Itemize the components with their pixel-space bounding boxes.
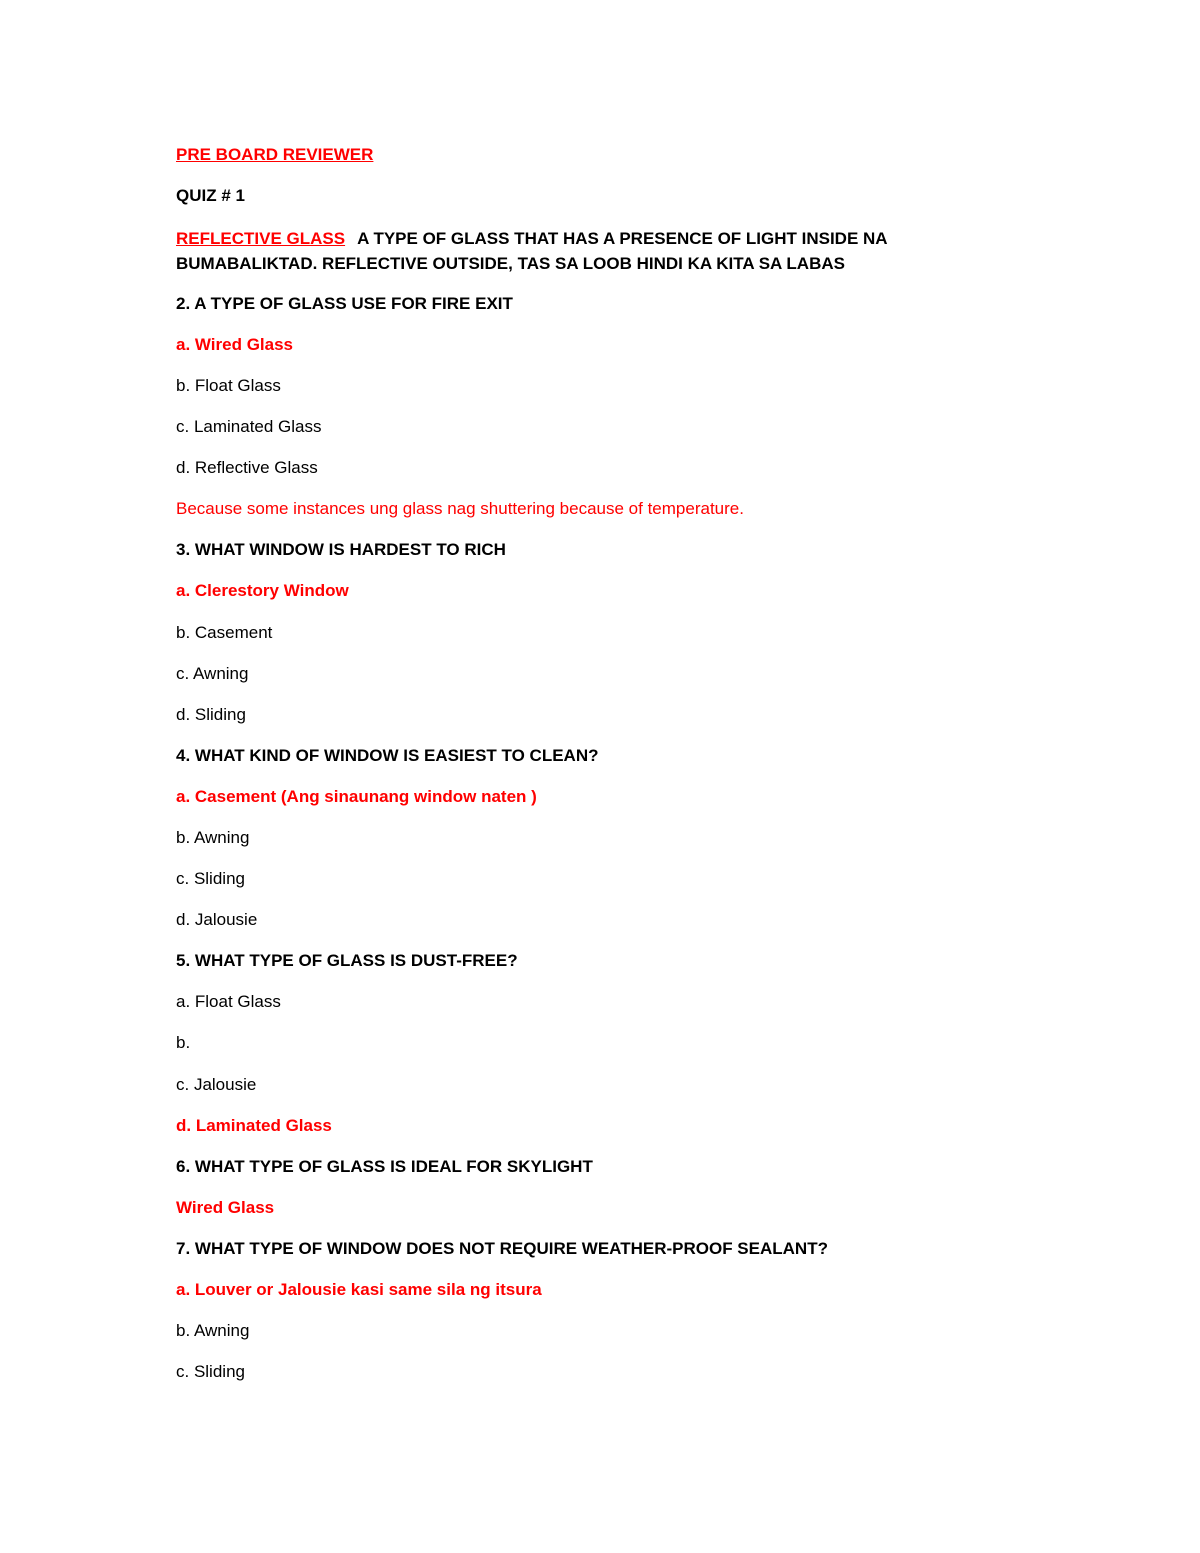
document-title: PRE BOARD REVIEWER xyxy=(176,145,374,164)
quiz-label: QUIZ # 1 xyxy=(176,186,245,205)
q2-option-c: c. Laminated Glass xyxy=(176,417,322,436)
question-4: 4. WHAT KIND OF WINDOW IS EASIEST TO CLEAN? xyxy=(176,746,599,765)
q4-option-b: b. Awning xyxy=(176,828,250,847)
question-7: 7. WHAT TYPE OF WINDOW DOES NOT REQUIRE WEATHER-PROOF SEALANT? xyxy=(176,1239,828,1258)
q7-option-a: a. Louver or Jalousie kasi same sila ng itsura xyxy=(176,1280,542,1299)
q5-option-b: b. xyxy=(176,1033,191,1052)
q7-option-c: c. Sliding xyxy=(176,1362,245,1381)
q3-option-c: c. Awning xyxy=(176,664,249,683)
question-3: 3. WHAT WINDOW IS HARDEST TO RICH xyxy=(176,540,506,559)
question-1 xyxy=(176,226,936,276)
q4-option-d: d. Jalousie xyxy=(176,910,258,929)
q3-option-b: b. Casement xyxy=(176,623,273,642)
q2-note: Because some instances ung glass nag shuttering because of temperature. xyxy=(176,499,744,518)
q4-option-c: c. Sliding xyxy=(176,869,245,888)
question-6: 6. WHAT TYPE OF GLASS IS IDEAL FOR SKYLIGHT xyxy=(176,1157,593,1176)
q7-option-b: b. Awning xyxy=(176,1321,250,1340)
question-2: 2. A TYPE OF GLASS USE FOR FIRE EXIT xyxy=(176,294,513,313)
q3-option-a: a. Clerestory Window xyxy=(176,581,349,600)
q6-answer: Wired Glass xyxy=(176,1198,275,1217)
q1-definition: A TYPE OF GLASS THAT HAS A PRESENCE OF LIGHT INSIDE NA BUMABALIKTAD. REFLECTIVE OUTSIDE, TAS SA LOOB HINDI KA KITA SA LABAS xyxy=(176,229,887,273)
q2-option-b: b. Float Glass xyxy=(176,376,281,395)
q4-option-a: a. Casement (Ang sinaunang window naten ) xyxy=(176,787,537,806)
q5-option-a: a. Float Glass xyxy=(176,992,281,1011)
q1-term: REFLECTIVE GLASS xyxy=(176,229,346,248)
q3-option-d: d. Sliding xyxy=(176,705,246,724)
question-5: 5. WHAT TYPE OF GLASS IS DUST-FREE? xyxy=(176,951,518,970)
q2-option-a: a. Wired Glass xyxy=(176,335,294,354)
q2-option-d: d. Reflective Glass xyxy=(176,458,318,477)
q5-option-d: d. Laminated Glass xyxy=(176,1116,332,1135)
q5-option-c: c. Jalousie xyxy=(176,1075,257,1094)
